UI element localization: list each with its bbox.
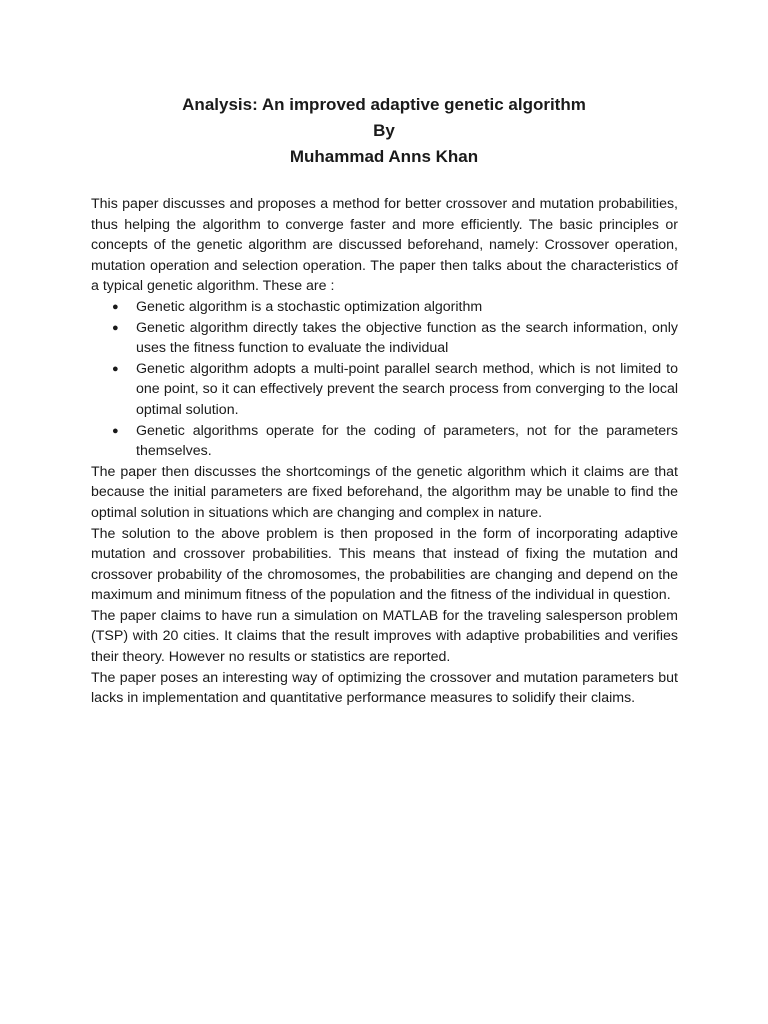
solution-paragraph: The solution to the above problem is then proposed in the form of incorporating adaptive mutation and crossover probabilities. This means that instead of fixing the mutation and crossover probability of the chromosomes, the probabilities are changing and depend on the maximum and minimum fitness of the population and the fitness of the individual in question. [91, 525, 678, 604]
title-block [0, 92, 768, 170]
document-title: Analysis: An improved adaptive genetic algorithm [182, 95, 586, 114]
list-item-text: Genetic algorithms operate for the coding of parameters, not for the parameters themselves. [136, 422, 678, 460]
list-item-text: Genetic algorithm is a stochastic optimization algorithm [136, 298, 483, 315]
characteristics-list [91, 297, 678, 462]
intro-paragraph: This paper discusses and proposes a method for better crossover and mutation probabilities, thus helping the algorithm to converge faster and more efficiently. The basic principles or concepts of the genetic algorithm are discussed beforehand, namely: Crossover operation, mutation operation and selection operation. The paper then talks about the characteristics of a typical genetic algorithm. These are : [91, 196, 678, 295]
document-body [91, 194, 678, 709]
shortcomings-paragraph: The paper then discusses the shortcomings of the genetic algorithm which it claims are that because the initial parameters are fixed beforehand, the algorithm may be unable to find the optimal solution in situations which are changing and complex in nature. [91, 463, 678, 521]
list-item [91, 359, 678, 421]
bullet-icon: ● [112, 362, 119, 375]
byline-by: By [373, 121, 395, 140]
conclusion-paragraph: The paper poses an interesting way of optimizing the crossover and mutation parameters but lacks in implementation and quantitative performance measures to solidify their claims. [91, 669, 678, 707]
bullet-icon: ● [112, 321, 119, 334]
list-item-text: Genetic algorithm directly takes the objective function as the search information, only uses the fitness function to evaluate the individual [136, 319, 678, 357]
bullet-icon: ● [112, 424, 119, 437]
list-item [91, 318, 678, 359]
list-item [91, 297, 678, 318]
list-item-text: Genetic algorithm adopts a multi-point parallel search method, which is not limited to one point, so it can effectively prevent the search process from converging to the local optimal solution. [136, 360, 678, 418]
list-item [91, 421, 678, 462]
author-name: Muhammad Anns Khan [289, 147, 479, 166]
bullet-icon: ● [112, 300, 119, 313]
simulation-paragraph: The paper claims to have run a simulation on MATLAB for the traveling salesperson problem (TSP) with 20 cities. It claims that the result improves with adaptive probabilities and verifies their theory. However no results or statistics are reported. [91, 607, 678, 666]
